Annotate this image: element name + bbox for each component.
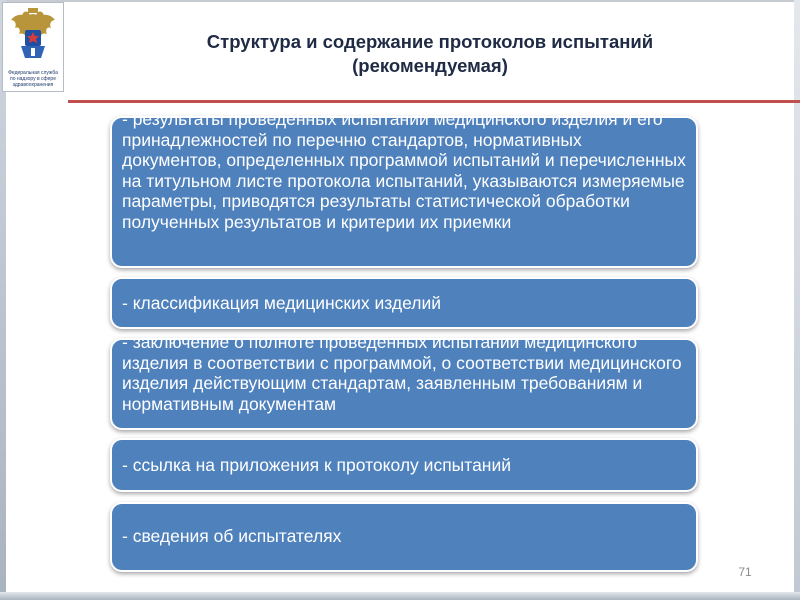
content-box-text: - ссылка на приложения к протоколу испытаний: [122, 455, 512, 475]
slide-frame-bottom: [0, 592, 800, 600]
slide-title-line2: (рекомендуемая): [352, 55, 508, 76]
page-number: 71: [738, 565, 752, 579]
double-eagle-emblem-icon: [7, 6, 59, 68]
slide-title: [110, 30, 750, 78]
content-box-test-results: [110, 109, 698, 268]
agency-logo-caption: Федеральная служба по надзору в сфере здравоохранения: [8, 70, 58, 88]
content-box-text: - классификация медицинских изделий: [122, 293, 442, 313]
content-box-conclusion: [110, 332, 698, 430]
content-box-text: - результаты проведенных испытаний медицинского изделия и его принадлежностей по перечню стандартов, нормативных документов, определенных программой испытаний и перечисленных на титульном листе протокола испытаний, указываются измеряемые параметры, приводятся результаты статистической обработки полученных результатов и критерии их приемки: [122, 109, 686, 232]
agency-logo: [2, 2, 64, 92]
content-box-text: - заключение о полноте проведенных испытаний медицинского изделия в соответствии с программой, о соответствии медицинского изделия действующим стандартам, заявленным требованиям и нормативным документам: [122, 332, 682, 414]
content-box-appendix-reference: [110, 438, 698, 492]
slide-frame-right: [794, 0, 800, 600]
content-box-testers-info: [110, 502, 698, 572]
slide-title-line1: Структура и содержание протоколов испытаний: [206, 31, 654, 52]
content-box-text: - сведения об испытателях: [122, 526, 342, 546]
slide-frame-top: [0, 0, 800, 2]
title-accent-rule: [68, 100, 800, 103]
content-box-classification: [110, 277, 698, 329]
